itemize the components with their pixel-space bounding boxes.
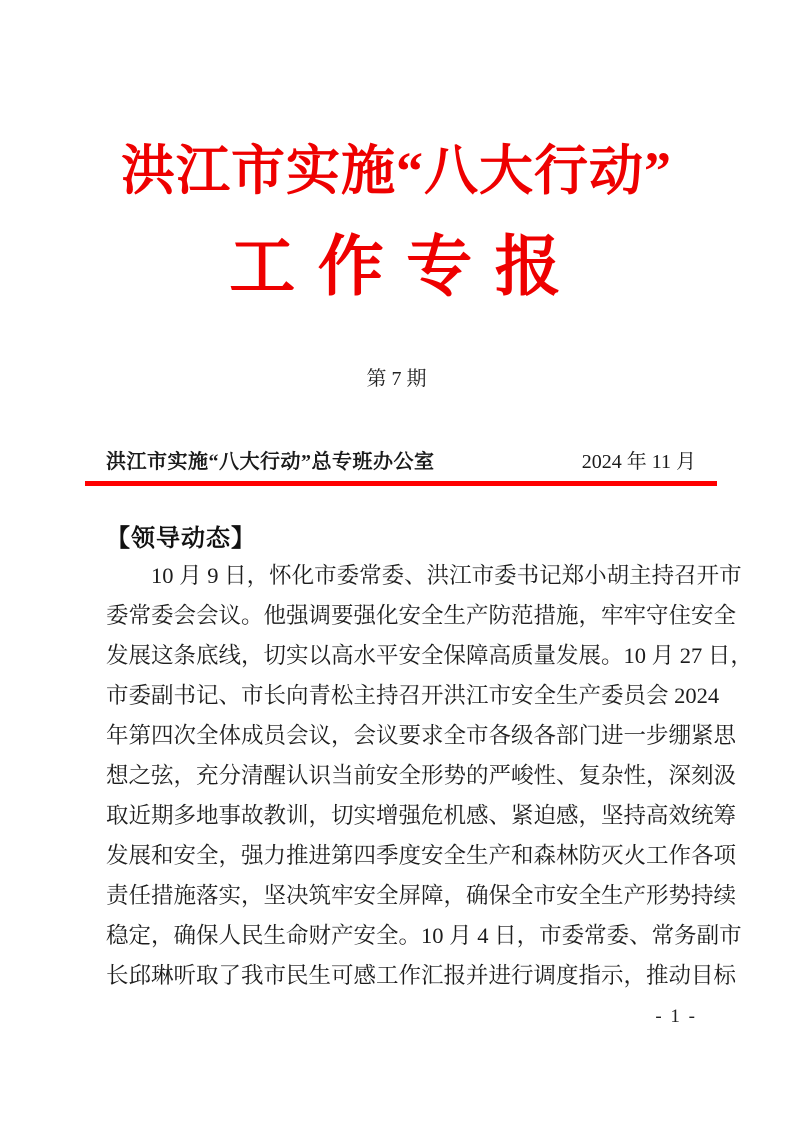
- section-heading: 【领导动态】: [106, 525, 256, 552]
- doc-title-line-1: 洪江市实施“八大行动”: [121, 141, 672, 201]
- paragraph-line: 想之弦，充分清醒认识当前安全形势的严峻性、复杂性，深刻汲: [106, 763, 737, 788]
- publish-date: 2024 年 11 月: [581, 451, 696, 473]
- publisher-office: 洪江市实施“八大行动”总专班办公室: [106, 451, 435, 473]
- body-paragraph: [106, 556, 753, 996]
- page-number: - 1 -: [655, 1006, 697, 1027]
- paragraph-line: 长邱琳听取了我市民生可感工作汇报并进行调度指示，推动目标: [106, 963, 737, 988]
- paragraph-line: 10 月 9 日，怀化市委常委、洪江市委书记郑小胡主持召开市: [151, 563, 742, 588]
- masthead-row: [106, 445, 696, 474]
- paragraph-line: 市委副书记、市长向青松主持召开洪江市安全生产委员会 2024: [106, 683, 720, 708]
- paragraph-line: 责任措施落实，坚决筑牢安全屏障，确保全市安全生产形势持续: [106, 883, 737, 908]
- paragraph-line: 年第四次全体成员会议，会议要求全市各级各部门进一步绷紧思: [106, 723, 737, 748]
- paragraph-line: 委常委会会议。他强调要强化安全生产防范措施，牢牢守住安全: [106, 603, 737, 628]
- paragraph-line: 发展这条底线，切实以高水平安全保障高质量发展。10 月 27 日，: [106, 643, 753, 668]
- paragraph-line: 取近期多地事故教训，切实增强危机感、紧迫感，坚持高效统筹: [106, 803, 737, 828]
- issue-number: 第 7 期: [366, 368, 427, 390]
- paragraph-line: 发展和安全，强力推进第四季度安全生产和森林防灭火工作各项: [106, 843, 737, 868]
- doc-title-line-2: 工 作 专 报: [229, 231, 564, 304]
- paragraph-line: 稳定，确保人民生命财产安全。10 月 4 日，市委常委、常务副市: [106, 923, 742, 948]
- red-divider-rule: [85, 481, 717, 486]
